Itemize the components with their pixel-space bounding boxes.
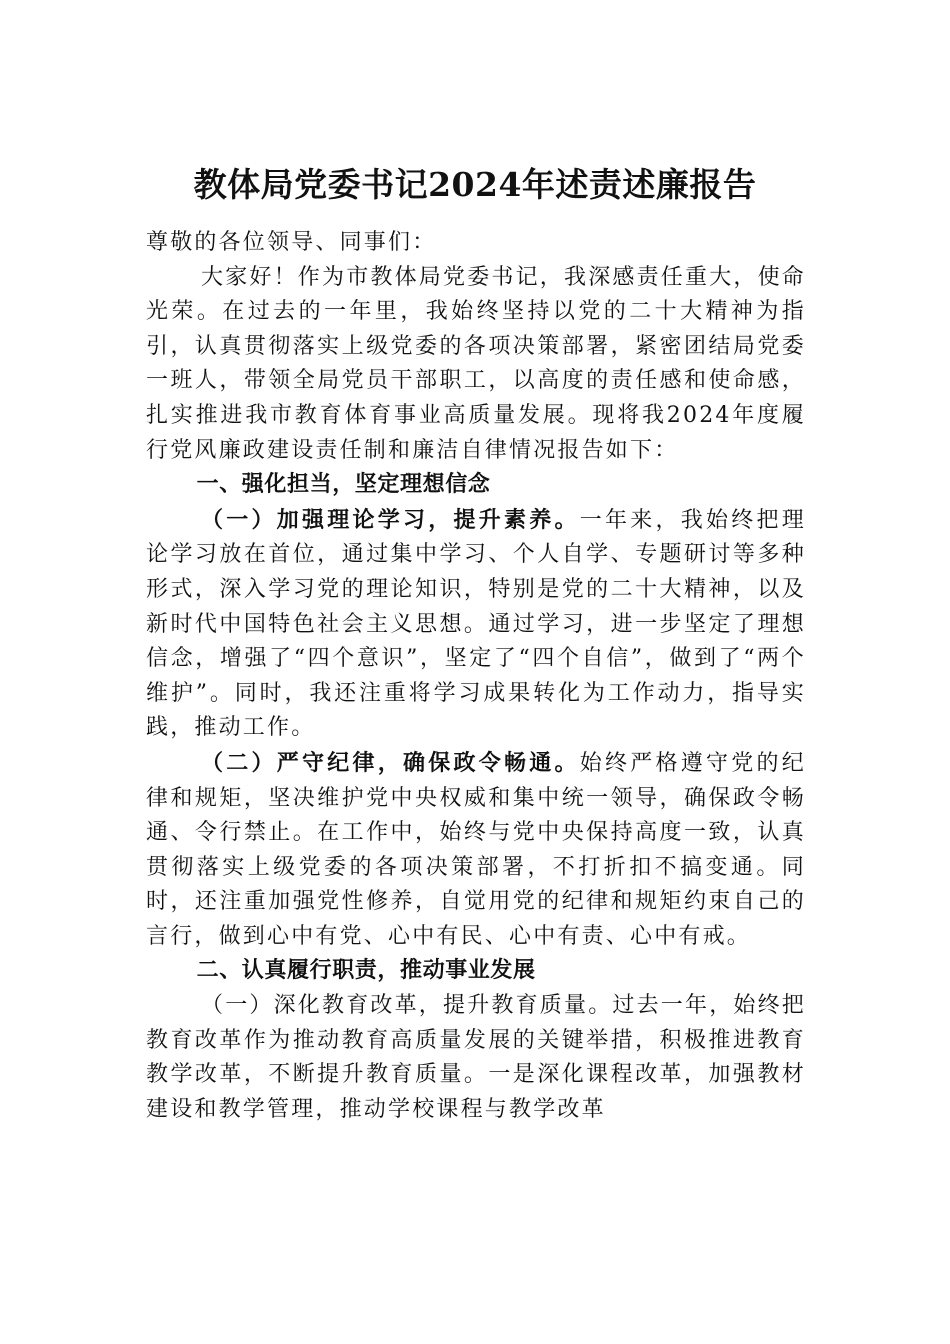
paragraph-1-2-text: 始终严格遵守党的纪律和规矩，坚决维护党中央权威和集中统一领导，确保政令畅通、令行禁止。在工作中，始终与党中央保持高度一致，认真贯彻落实上级党委的各项决策部署，不打折扣不搞变通。同时，还注重加强党性修养，自觉用党的纪律和规矩约束自己的言行，做到心中有党、心中有民、心中有责、心中有戒。 — [146, 750, 806, 949]
intro-paragraph: 大家好！作为市教体局党委书记，我深感责任重大，使命光荣。在过去的一年里，我始终坚持以党的二十大精神为指引，认真贯彻落实上级党委的各项决策部署，紧密团结局党委一班人，带领全局党员干部职工，以高度的责任感和使命感，扎实推进我市教育体育事业高质量发展。现将我2024年度履行党风廉政建设责任制和廉洁自律情况报告如下： — [146, 264, 807, 463]
salutation: 尊敬的各位领导、同事们： — [146, 230, 437, 255]
paragraph-2-1-text: 过去一年，始终把教育改革作为推动教育高质量发展的关键举措，积极推进教育教学改革，不断提升教育质量。一是深化课程改革，加强教材建设和教学管理，推动学校课程与教学改革 — [146, 993, 807, 1122]
paragraph-2-1-lead: （一）深化教育改革，提升教育质量。 — [201, 993, 613, 1019]
paragraph-1-1-text: 一年来，我始终把理论学习放在首位，通过集中学习、个人自学、专题研讨等多种形式，深入学习党的理论知识，特别是党的二十大精神，以及新时代中国特色社会主义思想。通过学习，进一步坚定了理想信念，增强了“四个意识”，坚定了“四个自信”，做到了“两个维护”。同时，我还注重将学习成果转化为工作动力，指导实践，推动工作。 — [146, 507, 806, 741]
paragraph-2-1 — [146, 989, 806, 1127]
section-heading-1: 一、强化担当，坚定理想信念 — [196, 472, 491, 498]
paragraph-1-2-lead: （二）严守纪律，确保政令畅通。 — [201, 749, 580, 776]
section-heading-2: 二、认真履行职责，推动事业发展 — [196, 958, 536, 984]
document-title: 教体局党委书记2024年述责述廉报告 — [193, 165, 757, 204]
document-body — [146, 226, 806, 1127]
paragraph-1-1-lead: （一）加强理论学习，提升素养。 — [201, 506, 580, 533]
paragraph-1-2 — [146, 746, 806, 955]
paragraph-1-1 — [146, 503, 806, 746]
